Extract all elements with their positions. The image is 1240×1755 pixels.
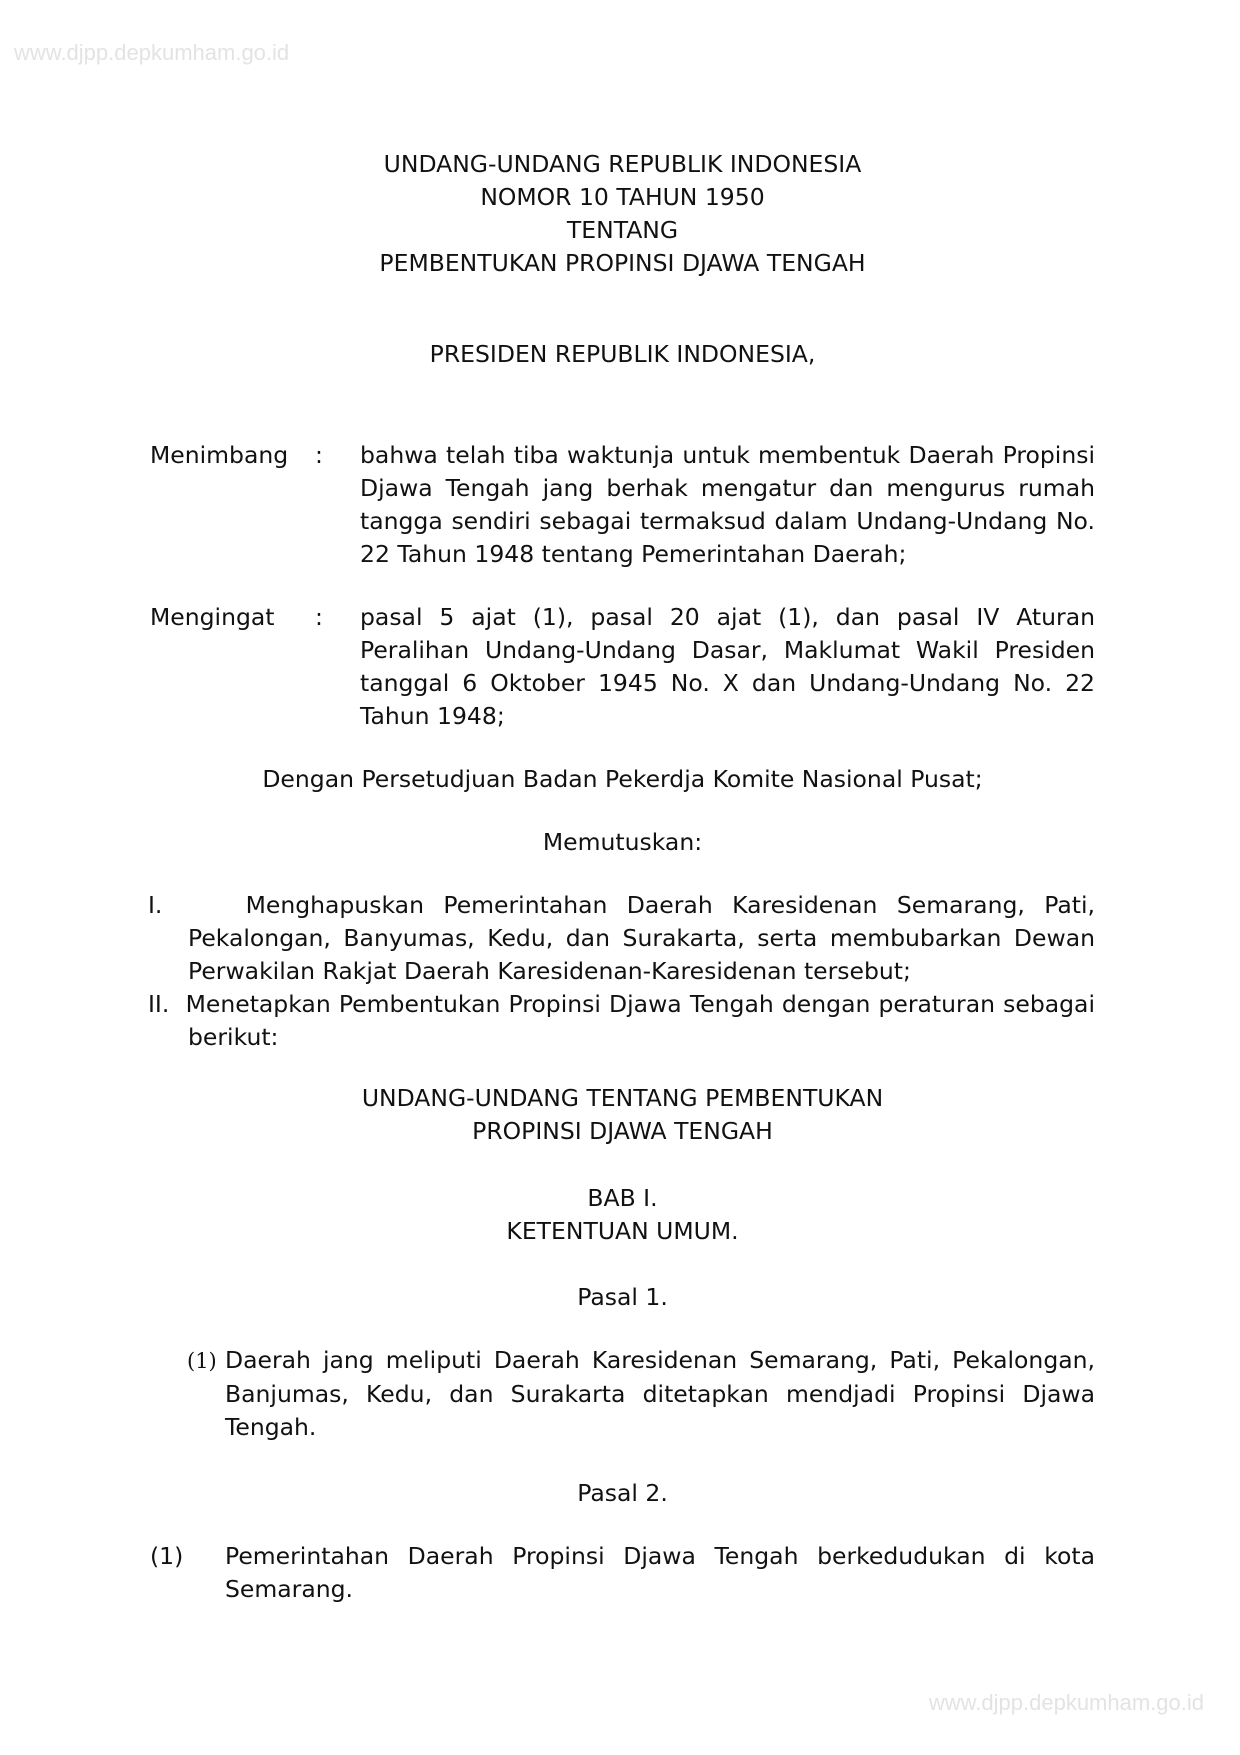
chapter-title: KETENTUAN UMUM. (506, 1217, 739, 1245)
decision-list (150, 889, 1095, 1054)
menimbang-text: bahwa telah tiba waktunja untuk membentuk Daerah Propinsi Djawa Tengah jang berhak mengatur dan mengurus rumah tangga sendiri sebagai termaksud dalam Undang-Undang No. 22 Tahun 1948 tentang Pemerintahan Daerah; (360, 441, 1095, 568)
mengingat-label: Mengingat (150, 603, 275, 631)
decision-text: Menghapuskan Pemerintahan Daerah Karesidenan Semarang, Pati, Pekalongan, Banyumas, Kedu, dan Surakarta, serta membubarkan Dewan Perwakilan Rakjat Daerah Karesidenan-Karesidenan tersebut; (188, 891, 1095, 985)
watermark-top: www.djpp.depkumham.go.id (14, 40, 290, 65)
decision-item: I. Menghapuskan Pemerintahan Daerah Karesidenan Semarang, Pati, Pekalongan, Banyumas, Kedu, dan Surakarta, serta membubarkan Dewan Perwakilan Rakjat Daerah Karesidenan-Karesidenan tersebut; (148, 891, 1095, 985)
decision-text: Menetapkan Pembentukan Propinsi Djawa Tengah dengan peraturan sebagai berikut: (185, 990, 1095, 1051)
document-title (150, 148, 1095, 280)
watermark-bottom: www.djpp.depkumham.go.id (928, 1690, 1204, 1715)
title-line-4: PEMBENTUKAN PROPINSI DJAWA TENGAH (379, 249, 866, 277)
law-title-line-1: UNDANG-UNDANG TENTANG PEMBENTUKAN (361, 1084, 884, 1112)
chapter-number: BAB I. (587, 1184, 658, 1212)
document-page (150, 148, 1095, 1606)
title-line-3: TENTANG (566, 216, 679, 244)
president-heading: PRESIDEN REPUBLIK INDONESIA, (429, 340, 816, 368)
decision-number: II. (148, 990, 170, 1018)
article-1-paragraph (150, 1344, 1095, 1444)
chapter-heading (150, 1182, 1095, 1248)
decision-item (150, 988, 1095, 1054)
menimbang-colon: : (315, 441, 323, 469)
mengingat-text: pasal 5 ajat (1), pasal 20 ajat (1), dan pasal IV Aturan Peralihan Undang-Undang Dasar, Maklumat Wakil Presiden tanggal 6 Oktober 1945 No. X dan Undang-Undang No. 22 Tahun 1948; (360, 603, 1095, 730)
title-line-1: UNDANG-UNDANG REPUBLIK INDONESIA (383, 150, 862, 178)
paragraph-number: (1) (187, 1349, 217, 1373)
menimbang-label: Menimbang (150, 441, 289, 469)
paragraph-text: Daerah jang meliputi Daerah Karesidenan Semarang, Pati, Pekalongan, Banjumas, Kedu, dan Surakarta ditetapkan mendjadi Propinsi Djawa Tengah. (225, 1346, 1095, 1441)
persetujuan-line: Dengan Persetudjuan Badan Pekerdja Komite Nasional Pusat; (262, 765, 983, 793)
article-2-heading: Pasal 2. (577, 1479, 668, 1507)
memutuskan-heading: Memutuskan: (542, 828, 703, 856)
paragraph-number: (1) (150, 1542, 184, 1570)
mengingat-colon: : (315, 603, 323, 631)
title-line-2: NOMOR 10 TAHUN 1950 (480, 183, 765, 211)
law-title (150, 1082, 1095, 1148)
mengingat-clause (150, 601, 1095, 733)
article-2-paragraph (150, 1540, 1095, 1606)
article-1-heading: Pasal 1. (577, 1283, 668, 1311)
law-title-line-2: PROPINSI DJAWA TENGAH (472, 1117, 773, 1145)
paragraph-text: Pemerintahan Daerah Propinsi Djawa Tengah berkedudukan di kota Semarang. (225, 1542, 1095, 1603)
menimbang-clause (150, 439, 1095, 571)
